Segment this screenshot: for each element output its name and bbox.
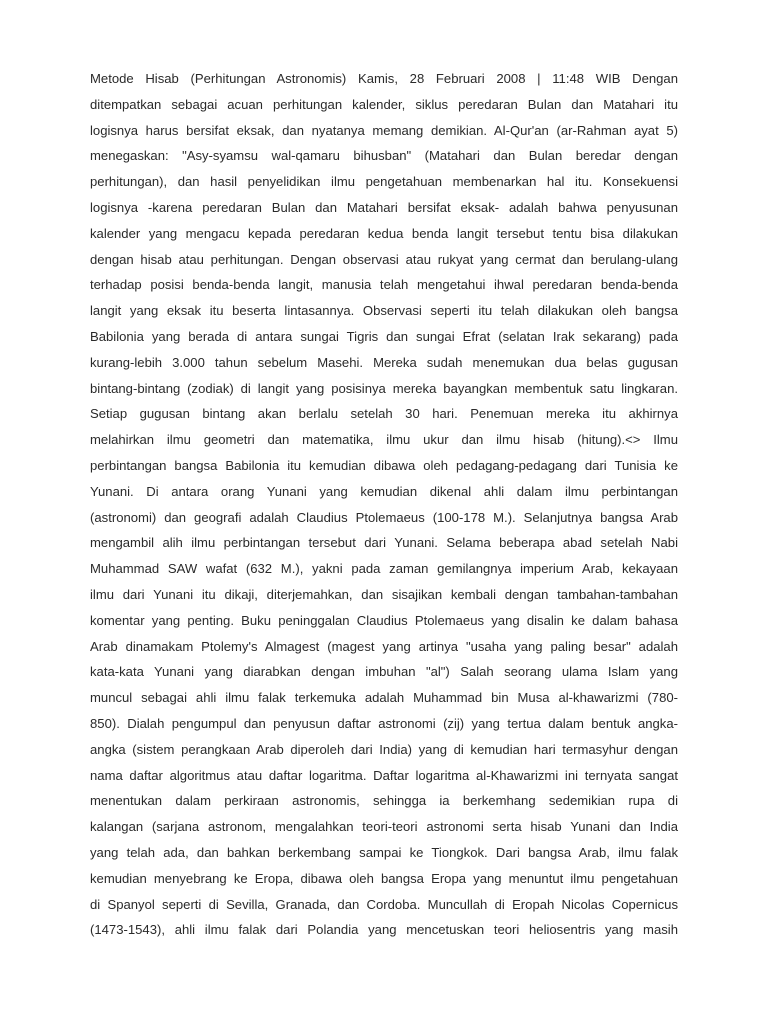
text-line: menentukan dalam perkiraan astronomis, sehingga ia berkemhang sedemikian rupa di bbox=[90, 793, 678, 809]
text-line: (astronomi) dan geografi adalah Claudius Ptolemaeus (100-178 M.). Selanjutnya bangsa Arab bbox=[90, 509, 678, 525]
text-line: ditempatkan sebagai acuan perhitungan kalender, siklus peredaran Bulan dan Matahari itu bbox=[90, 96, 678, 112]
text-line: logisnya harus bersifat eksak, dan nyatanya memang demikian. Al-Qur'an (ar-Rahman ayat 5) bbox=[90, 122, 678, 138]
document-body-text bbox=[90, 66, 678, 943]
text-line: komentar yang penting. Buku peninggalan Claudius Ptolemaeus yang disalin ke dalam bahasa bbox=[90, 612, 678, 628]
text-line: Yunani. Di antara orang Yunani yang kemudian dikenal ahli dalam ilmu perbintangan bbox=[90, 483, 678, 499]
text-line: muncul sebagai ahli ilmu falak terkemuka adalah Muhammad bin Musa al-khawarizmi (780- bbox=[90, 690, 678, 706]
text-line: angka (sistem perangkaan Arab diperoleh dari India) yang di kemudian hari termasyhur dengan bbox=[90, 741, 678, 757]
text-line: kata-kata Yunani yang diarabkan dengan imbuhan "al") Salah seorang ulama Islam yang bbox=[90, 664, 678, 680]
text-line: Babilonia yang berada di antara sungai Tigris dan sungai Efrat (selatan Irak sekarang) pada bbox=[90, 328, 678, 344]
text-line: ilmu dari Yunani itu dikaji, diterjemahkan, dan sisajikan kembali dengan tambahan-tambahan bbox=[90, 586, 678, 602]
text-line: 850). Dialah pengumpul dan penyusun daftar astronomi (zij) yang tertua dalam bentuk angka- bbox=[90, 715, 678, 731]
text-line: melahirkan ilmu geometri dan matematika, ilmu ukur dan ilmu hisab (hitung).<> Ilmu bbox=[90, 432, 678, 448]
text-line: Muhammad SAW wafat (632 M.), yakni pada zaman gemilangnya imperium Arab, kekayaan bbox=[90, 561, 678, 577]
text-line: menegaskan: "Asy-syamsu wal-qamaru bihusban" (Matahari dan Bulan beredar dengan bbox=[90, 148, 678, 164]
text-line: perhitungan), dan hasil penyelidikan ilmu pengetahuan membenarkan hal itu. Konsekuensi bbox=[90, 174, 678, 190]
text-line: Setiap gugusan bintang akan berlalu setelah 30 hari. Penemuan mereka itu akhirnya bbox=[90, 406, 678, 422]
text-line: perbintangan bangsa Babilonia itu kemudian dibawa oleh pedagang-pedagang dari Tunisia ke bbox=[90, 457, 678, 473]
text-line: kalangan (sarjana astronom, mengalahkan teori-teori astronomi serta hisab Yunani dan India bbox=[90, 819, 678, 835]
text-line: langit yang eksak itu beserta lintasannya. Observasi seperti itu telah dilakukan oleh bangsa bbox=[90, 303, 678, 319]
text-line: kalender yang mengacu kepada peredaran kedua benda langit tersebut tentu bisa dilakukan bbox=[90, 225, 678, 241]
text-line: terhadap posisi benda-benda langit, manusia telah mengetahui ihwal peredaran benda-benda bbox=[90, 277, 678, 293]
text-line: (1473-1543), ahli ilmu falak dari Polandia yang mencetuskan teori heliosentris yang masih bbox=[90, 922, 678, 938]
text-line: kurang-lebih 3.000 tahun sebelum Masehi. Mereka sudah menemukan dua belas gugusan bbox=[90, 354, 678, 370]
text-line: nama daftar algoritmus atau daftar logaritma. Daftar logaritma al-Khawarizmi ini ternyata sangat bbox=[90, 767, 678, 783]
text-line: yang telah ada, dan bahkan berkembang sampai ke Tiongkok. Dari bangsa Arab, ilmu falak bbox=[90, 844, 678, 860]
text-line: kemudian menyebrang ke Eropa, dibawa oleh bangsa Eropa yang menuntut ilmu pengetahuan bbox=[90, 870, 678, 886]
text-line: logisnya -karena peredaran Bulan dan Matahari bersifat eksak- adalah bahwa penyusunan bbox=[90, 199, 678, 215]
text-line: Metode Hisab (Perhitungan Astronomis) Kamis, 28 Februari 2008 | 11:48 WIB Dengan bbox=[90, 71, 678, 86]
text-line: bintang-bintang (zodiak) di langit yang posisinya mereka bayangkan membentuk satu lingkaran. bbox=[90, 380, 678, 396]
text-line: Arab dinamakam Ptolemy's Almagest (magest yang artinya "usaha yang paling besar" adalah bbox=[90, 638, 678, 654]
text-line: di Spanyol seperti di Sevilla, Granada, dan Cordoba. Muncullah di Eropah Nicolas Copernicus bbox=[90, 896, 678, 912]
text-line: dengan hisab atau perhitungan. Dengan observasi atau rukyat yang cermat dan berulang-ulang bbox=[90, 251, 678, 267]
text-line: mengambil alih ilmu perbintangan tersebut dari Yunani. Selama beberapa abad setelah Nabi bbox=[90, 535, 678, 551]
